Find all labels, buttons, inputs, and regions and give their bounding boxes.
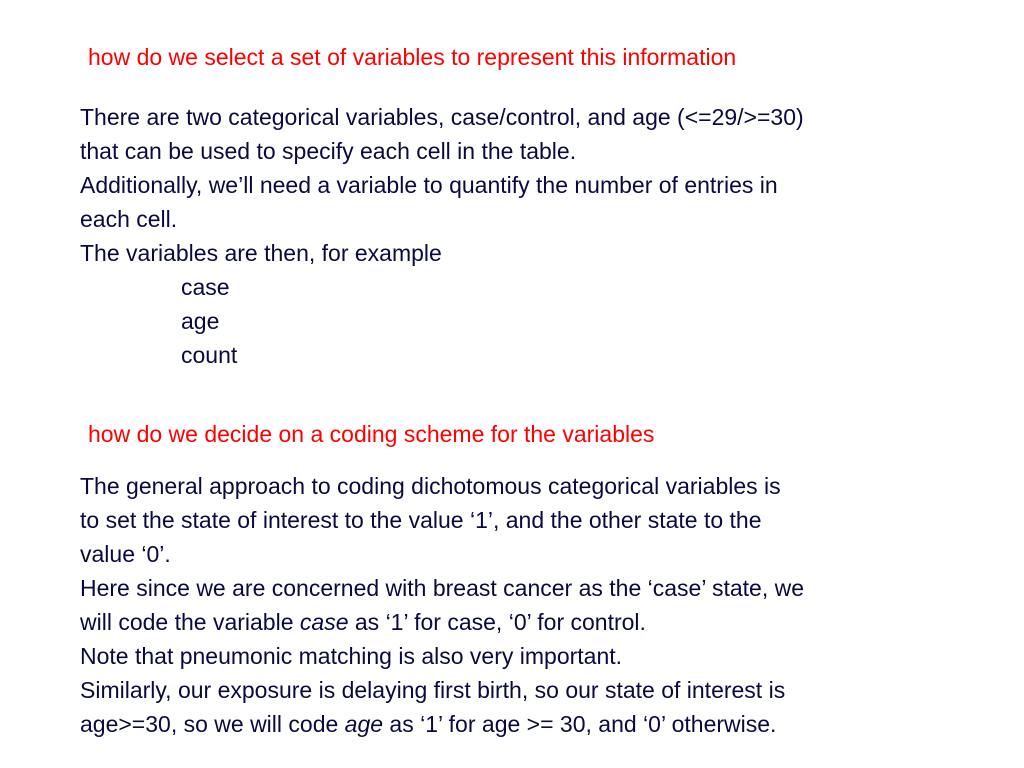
section2-line-6: Note that pneumonic matching is also very important.: [80, 643, 623, 669]
section2-line-8: [80, 707, 804, 741]
line8-after: as ‘1’ for age >= 30, and ‘0’ otherwise.: [383, 711, 777, 737]
section1-line-2: that can be used to specify each cell in the table.: [80, 138, 577, 164]
section2-line-4: Here since we are concerned with breast cancer as the ‘case’ state, we: [80, 575, 805, 601]
section1-line-4: each cell.: [80, 206, 178, 232]
variable-case: case: [181, 274, 230, 300]
section2-line-1: The general approach to coding dichotomous categorical variables is: [80, 473, 781, 499]
section2-line-2: to set the state of interest to the value ‘1’, and the other state to the: [80, 507, 762, 533]
section1-line-5: The variables are then, for example: [80, 240, 442, 266]
line5-emphasis: case: [299, 609, 349, 635]
section1-heading: how do we select a set of variables to represent this information: [88, 44, 737, 70]
variable-count: count: [181, 342, 238, 368]
line8-emphasis: age: [344, 711, 384, 737]
variable-age: age: [181, 308, 220, 334]
line5-before: will code the variable: [80, 609, 300, 635]
section2-line-3: value ‘0’.: [80, 541, 171, 567]
section1-line-1: There are two categorical variables, case/control, and age (<=29/>=30): [80, 104, 804, 130]
section2-body: [80, 469, 804, 741]
line5-after: as ‘1’ for case, ‘0’ for control.: [348, 609, 646, 635]
section2-line-7: Similarly, our exposure is delaying first birth, so our state of interest is: [80, 677, 786, 703]
section2-heading: how do we decide on a coding scheme for the variables: [88, 421, 655, 447]
section1-line-3: Additionally, we’ll need a variable to quantify the number of entries in: [80, 172, 778, 198]
section2-line-5: [80, 605, 804, 639]
line8-before: age>=30, so we will code: [80, 711, 345, 737]
section1-body: [80, 100, 804, 372]
